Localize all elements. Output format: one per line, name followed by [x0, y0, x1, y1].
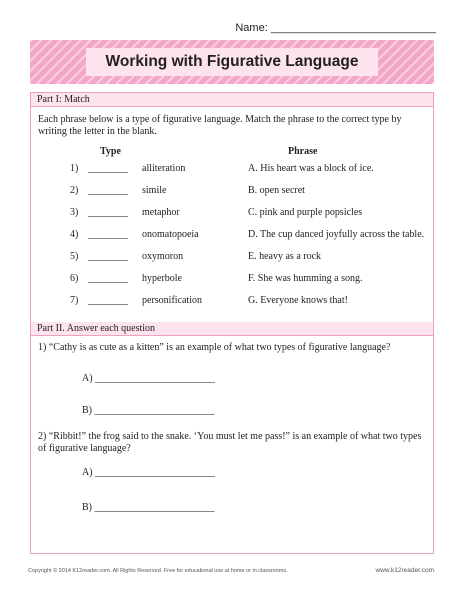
phrase: E. heavy as a rock	[248, 251, 322, 262]
site-link[interactable]: www.k12reader.com	[375, 567, 434, 574]
question-2-answer-a[interactable]: A) ________________________	[82, 467, 216, 478]
phrase: D. The cup danced joyfully across the table.	[248, 229, 425, 240]
match-row	[0, 185, 464, 199]
row-number: 5)	[70, 251, 79, 262]
part1-heading: Part I: Match	[31, 93, 433, 107]
answer-blank[interactable]: ________	[88, 229, 128, 240]
figurative-type: onomatopoeia	[142, 229, 199, 240]
question-1-answer-a[interactable]: A) ________________________	[82, 373, 216, 384]
figurative-type: oxymoron	[142, 251, 184, 262]
question-2: 2) “Ribbit!” the frog said to the snake. ‘You must let me pass!” is an example of what two types of figurative language?	[38, 431, 422, 454]
column-header-phrase: Phrase	[288, 146, 318, 157]
phrase: F. She was humming a song.	[248, 273, 363, 284]
answer-blank[interactable]: ________	[88, 295, 128, 306]
name-field[interactable]: Name: ___________________________	[235, 22, 436, 34]
match-row	[0, 207, 464, 221]
figurative-type: simile	[142, 185, 167, 196]
match-row	[0, 163, 464, 177]
title-banner	[30, 40, 434, 84]
column-header-type: Type	[100, 146, 121, 157]
match-row	[0, 229, 464, 243]
answer-blank[interactable]: ________	[88, 185, 128, 196]
figurative-type: personification	[142, 295, 202, 306]
answer-blank[interactable]: ________	[88, 163, 128, 174]
question-2-answer-b[interactable]: B) ________________________	[82, 502, 215, 513]
phrase: G. Everyone knows that!	[248, 295, 348, 306]
row-number: 2)	[70, 185, 79, 196]
answer-blank[interactable]: ________	[88, 251, 128, 262]
answer-blank[interactable]: ________	[88, 273, 128, 284]
phrase: B. open secret	[248, 185, 305, 196]
part1-instructions: Each phrase below is a type of figurative language. Match the phrase to the correct type by writing the letter in the blank.	[38, 114, 402, 137]
figurative-type: hyperbole	[142, 273, 182, 284]
question-1: 1) “Cathy is as cute as a kitten” is an example of what two types of figurative language?	[38, 342, 391, 353]
part2-heading: Part II. Answer each question	[31, 322, 433, 336]
match-row	[0, 251, 464, 265]
figurative-type: alliteration	[142, 163, 186, 174]
match-row	[0, 295, 464, 309]
row-number: 3)	[70, 207, 79, 218]
figurative-type: metaphor	[142, 207, 180, 218]
row-number: 7)	[70, 295, 79, 306]
row-number: 4)	[70, 229, 79, 240]
answer-blank[interactable]: ________	[88, 207, 128, 218]
page-title: Working with Figurative Language	[105, 53, 359, 70]
phrase: A. His heart was a block of ice.	[248, 163, 374, 174]
row-number: 6)	[70, 273, 79, 284]
phrase: C. pink and purple popsicles	[248, 207, 363, 218]
question-1-answer-b[interactable]: B) ________________________	[82, 405, 215, 416]
row-number: 1)	[70, 163, 79, 174]
copyright-notice: Copyright © 2014 K12reader.com. All Rights Reserved. Free for educational use at home or in classrooms.	[28, 568, 288, 574]
match-row	[0, 273, 464, 287]
